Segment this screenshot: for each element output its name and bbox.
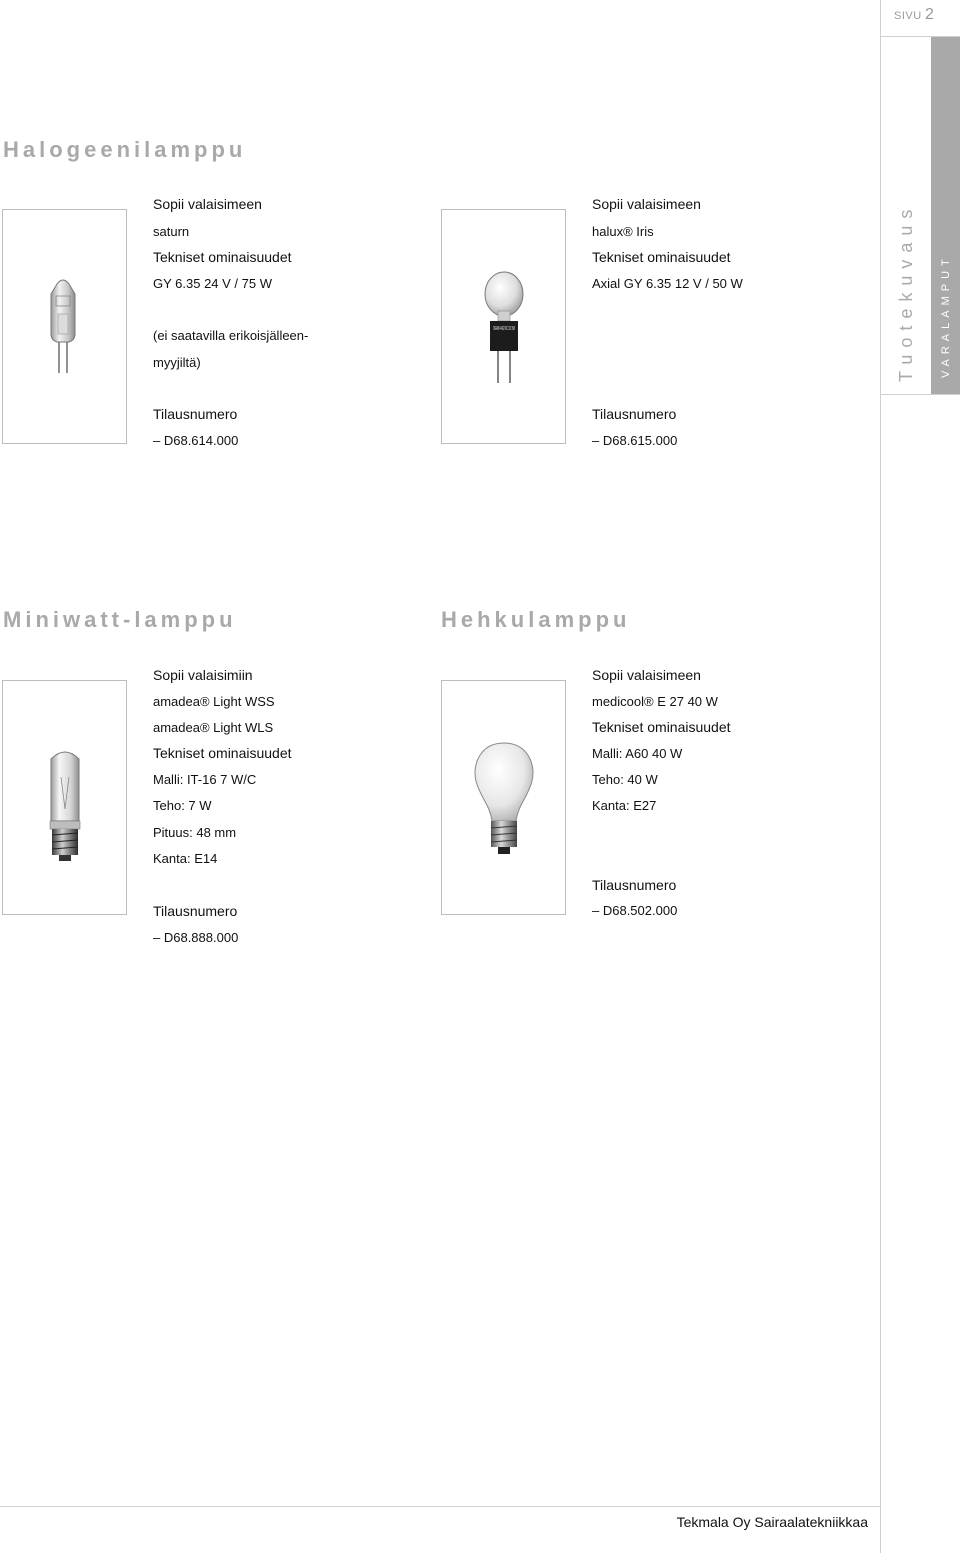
- order-number: – D68.614.000: [153, 433, 239, 448]
- section-title-hehku: Hehkulamppu: [441, 607, 631, 632]
- fits-value: halux® Iris: [592, 224, 654, 239]
- spec-value: Axial GY 6.35 12 V / 50 W: [592, 276, 743, 291]
- page-number: 2: [925, 6, 934, 23]
- order-label: Tilausnumero: [592, 406, 677, 422]
- footer-divider: [0, 1506, 880, 1507]
- order-label: Tilausnumero: [153, 406, 238, 422]
- spec-line: Malli: IT-16 7 W/C: [153, 772, 257, 787]
- spec-label: Tekniset ominaisuudet: [153, 745, 292, 761]
- order-number: – D68.502.000: [592, 903, 678, 918]
- spec-line: Pituus: 48 mm: [153, 825, 237, 840]
- halogen-bulb-lamp-image: [442, 210, 565, 443]
- spec-line: Malli: A60 40 W: [592, 746, 683, 761]
- order-number-value: D68.502.000: [602, 903, 678, 918]
- fits-value: saturn: [153, 224, 190, 239]
- lamp-print-line1: OSRAM 64432 IRC 12V 35W: [493, 326, 516, 332]
- footer-company: Tekmala Oy Sairaalatekniikkaa: [676, 1514, 868, 1530]
- fits-label: Sopii valaisimeen: [592, 196, 701, 212]
- spec-line: Teho: 40 W: [592, 772, 658, 787]
- spec-label: Tekniset ominaisuudet: [592, 249, 731, 265]
- order-number-value: D68.614.000: [163, 433, 239, 448]
- order-number: – D68.888.000: [153, 930, 239, 945]
- availability-note-cont: myyjiltä): [153, 355, 201, 370]
- fits-label: Sopii valaisimeen: [592, 667, 701, 683]
- product-image-box: [441, 680, 566, 915]
- fits-label: Sopii valaisimeen: [153, 196, 262, 212]
- spec-line: Kanta: E14: [153, 851, 218, 866]
- section-title-miniwatt: Miniwatt-lamppu: [3, 607, 237, 632]
- order-label: Tilausnumero: [153, 903, 238, 919]
- spec-label: Tekniset ominaisuudet: [592, 719, 731, 735]
- side-category-label: Tuotekuvaus: [896, 202, 916, 382]
- fits-value: amadea® Light WSS: [153, 694, 275, 709]
- miniwatt-lamp-image: [3, 681, 126, 914]
- fits-value: medicool® E 27 40 W: [592, 694, 718, 709]
- order-label: Tilausnumero: [592, 877, 677, 893]
- product-image-box: [2, 209, 127, 444]
- product-image-box: [2, 680, 127, 915]
- spec-value: GY 6.35 24 V / 75 W: [153, 276, 272, 291]
- spec-line: Kanta: E27: [592, 798, 657, 813]
- incandescent-bulb-image: [442, 681, 565, 914]
- order-number: – D68.615.000: [592, 433, 678, 448]
- page-number-box: [881, 0, 960, 37]
- side-subcategory-label: VARALAMPUT: [940, 254, 952, 378]
- availability-note: (ei saatavilla erikoisjälleen-: [153, 328, 309, 343]
- side-panel-rule: [881, 394, 960, 395]
- product-image-box: [441, 209, 566, 444]
- spec-line: Teho: 7 W: [153, 798, 212, 813]
- section-title-halogeeni: Halogeenilamppu: [3, 137, 247, 162]
- fits-value: amadea® Light WLS: [153, 720, 274, 735]
- order-number-value: D68.888.000: [163, 930, 239, 945]
- order-number-value: D68.615.000: [602, 433, 678, 448]
- halogen-capsule-lamp-image: [3, 210, 126, 443]
- spec-label: Tekniset ominaisuudet: [153, 249, 292, 265]
- fits-label: Sopii valaisimiin: [153, 667, 253, 683]
- page-label: SIVU: [894, 10, 922, 22]
